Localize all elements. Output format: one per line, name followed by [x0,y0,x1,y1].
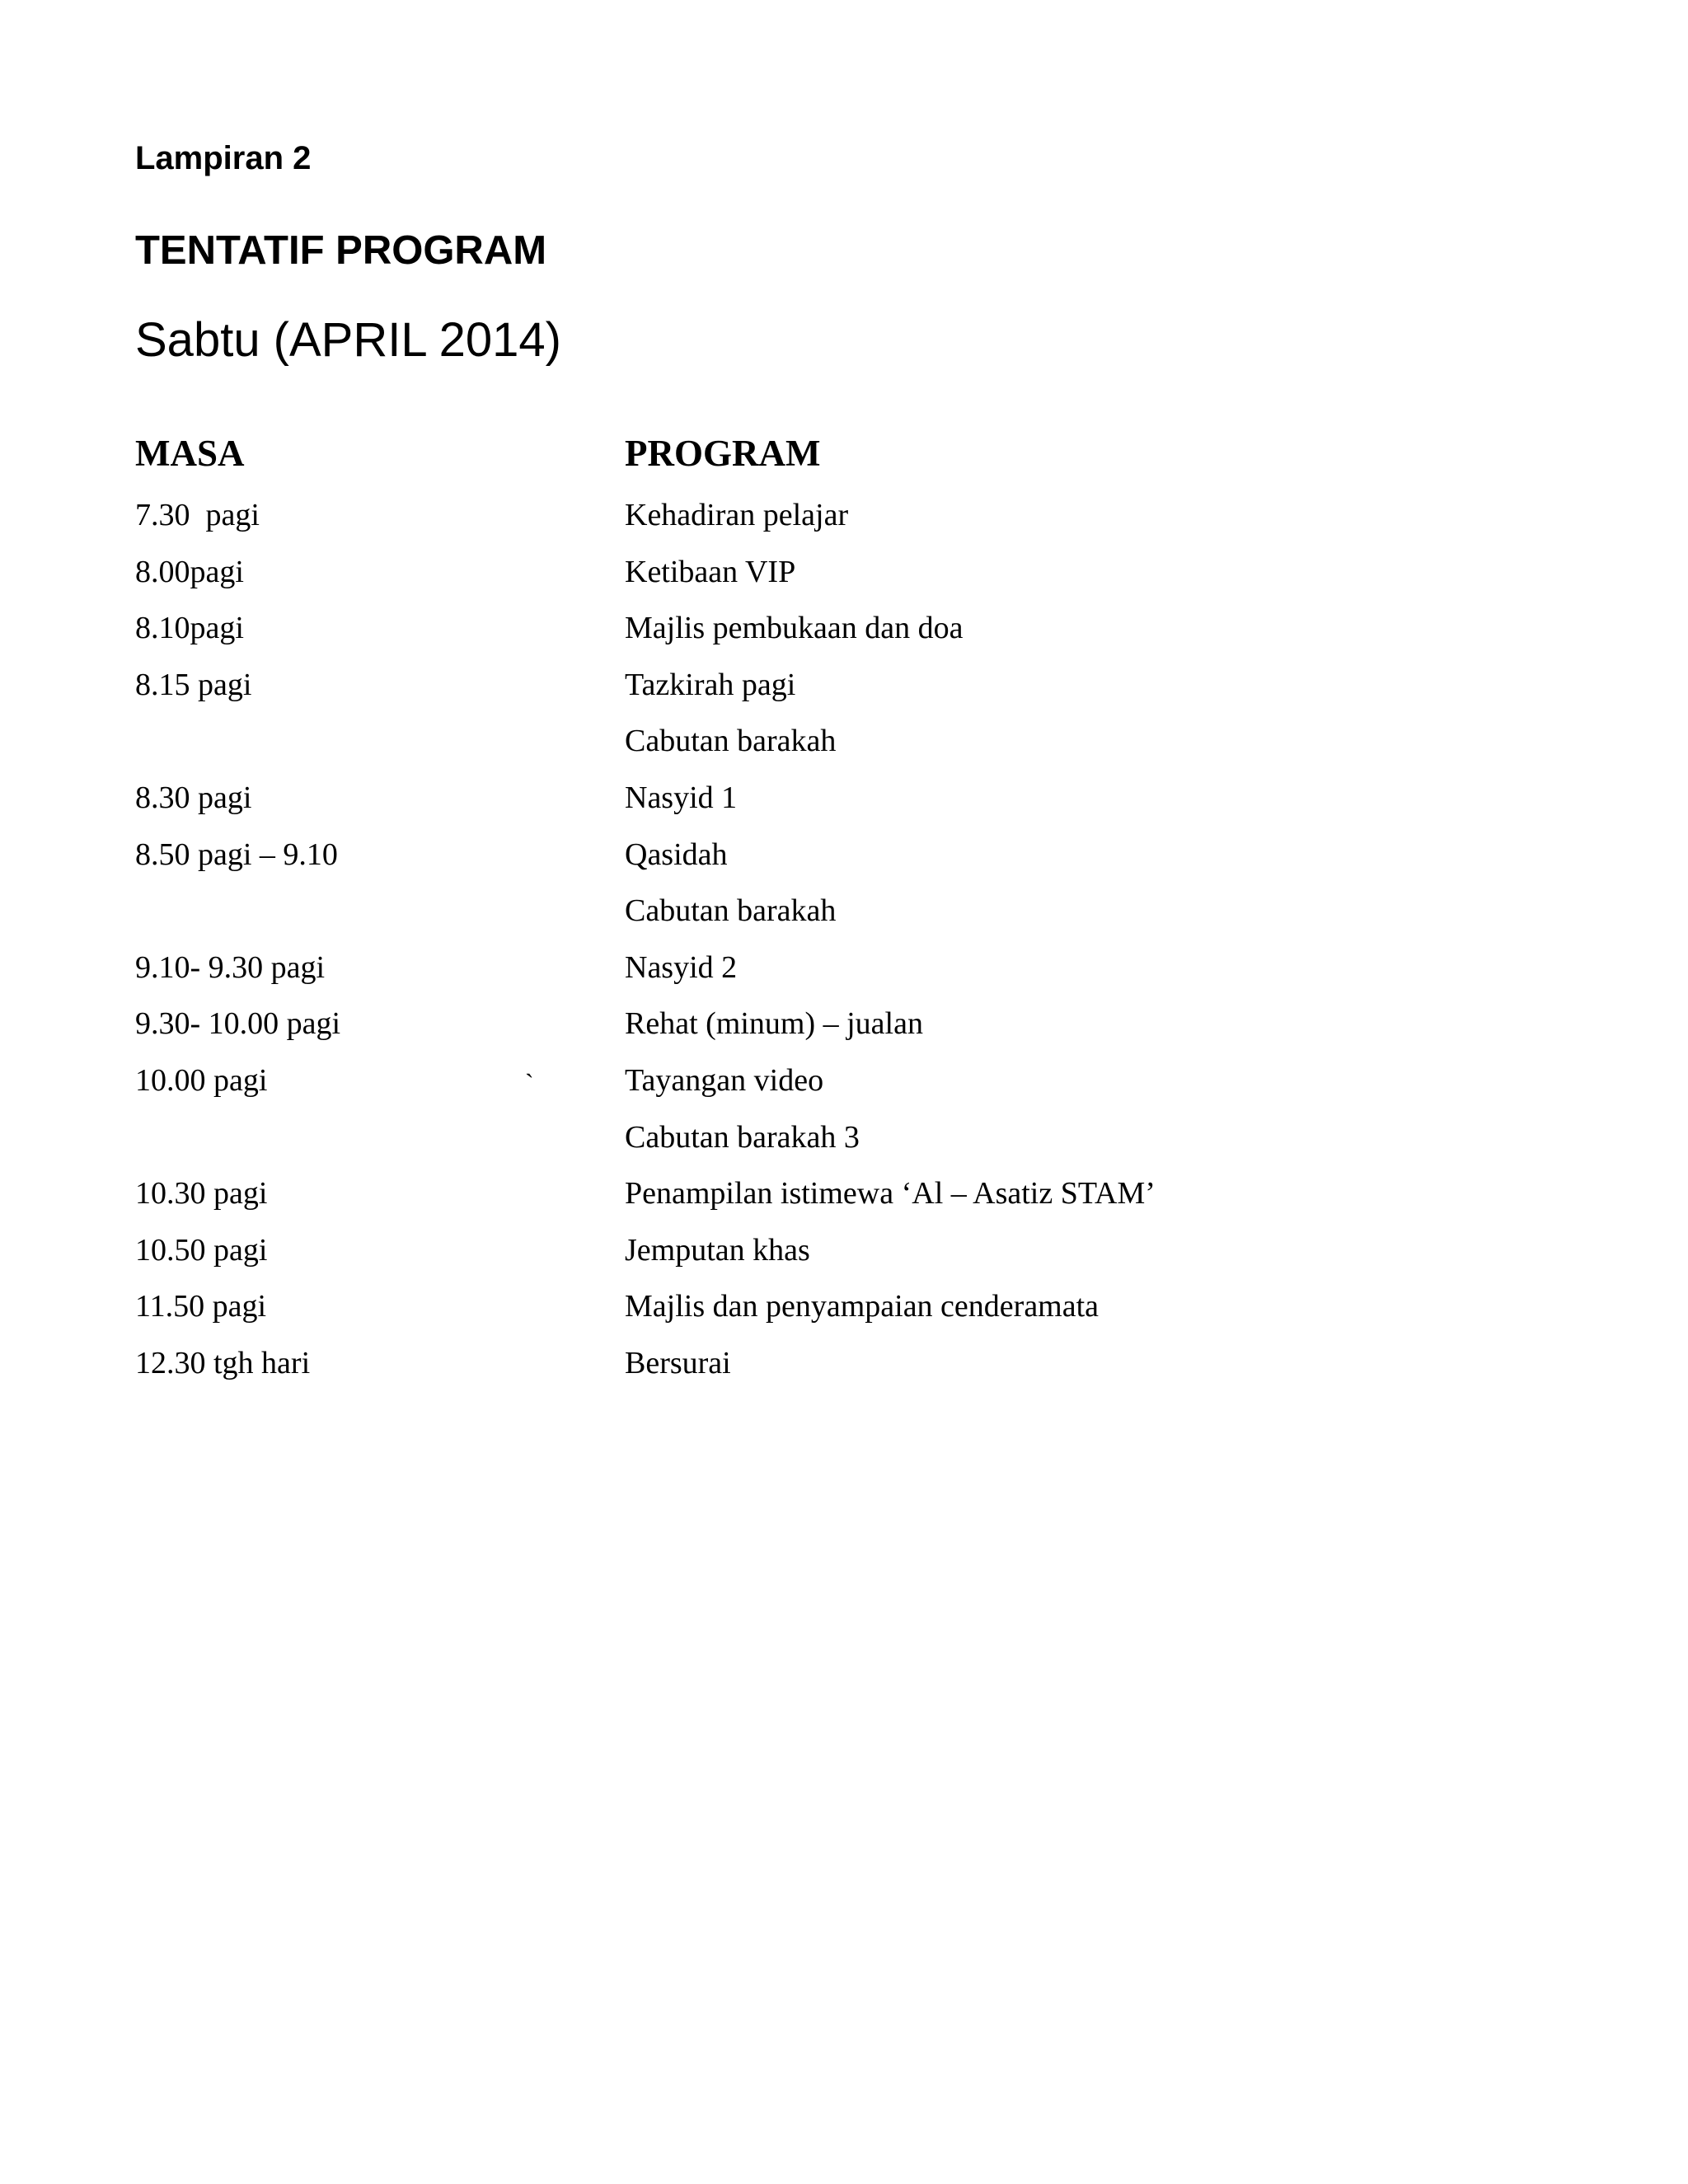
row-time: 8.15 pagi [135,667,252,702]
appendix-label: Lampiran 2 [135,140,312,176]
row-time: 12.30 tgh hari [135,1345,311,1380]
table-row [135,1291,1536,1347]
table-row [135,895,1536,952]
row-time: 9.10- 9.30 pagi [135,949,326,985]
row-program: Rehat (minum) – jualan [625,1006,923,1042]
stray-backtick-mark: ` [525,1068,534,1098]
row-program: Cabutan barakah [625,893,837,929]
time-column-header: MASA [135,433,245,474]
table-row [135,669,1536,726]
row-time: 8.50 pagi – 9.10 [135,837,338,872]
row-program: Cabutan barakah [625,724,837,759]
row-time: 8.10pagi [135,611,244,646]
table-row [135,612,1536,669]
row-program: Nasyid 1 [625,780,738,815]
row-program: Qasidah [625,837,728,872]
row-program: Majlis dan penyampaian cenderamata [625,1289,1100,1324]
row-time: 11.50 pagi [135,1289,267,1324]
table-row [135,1232,1536,1291]
event-date: Sabtu (APRIL 2014) [135,313,561,367]
row-program: Tazkirah pagi [625,667,796,702]
schedule-table [135,499,1536,1404]
page-title: TENTATIF PROGRAM [135,228,547,273]
table-row [135,1119,1536,1179]
table-row [135,1347,1536,1404]
row-program: Tayangan video [625,1062,824,1098]
row-time: 10.30 pagi [135,1176,268,1212]
row-time: 10.50 pagi [135,1232,268,1268]
table-row [135,556,1536,613]
table-row [135,949,1536,1009]
row-time: 7.30 pagi [135,498,260,532]
program-column-header: PROGRAM [625,433,821,474]
row-time: 9.30- 10.00 pagi [135,1006,341,1042]
table-row [135,1178,1536,1235]
table-row [135,839,1536,896]
row-program: Nasyid 2 [625,949,738,985]
row-time: 8.30 pagi [135,780,252,815]
row-program: Ketibaan VIP [625,554,796,589]
table-row [135,499,1536,556]
table-row [135,1008,1536,1065]
row-program: Jemputan khas [625,1232,810,1268]
row-program: Bersurai [625,1345,731,1380]
row-time: 8.00pagi [135,554,244,589]
row-program: Penampilan istimewa ‘Al – Asatiz STAM’ [625,1176,1156,1212]
row-program: Kehadiran pelajar [625,498,849,532]
table-row [135,725,1536,782]
table-row [135,782,1536,839]
row-time: 10.00 pagi [135,1062,268,1098]
row-program: Cabutan barakah 3 [625,1119,860,1155]
table-row [135,1062,1536,1122]
row-program: Majlis pembukaan dan doa [625,611,964,646]
